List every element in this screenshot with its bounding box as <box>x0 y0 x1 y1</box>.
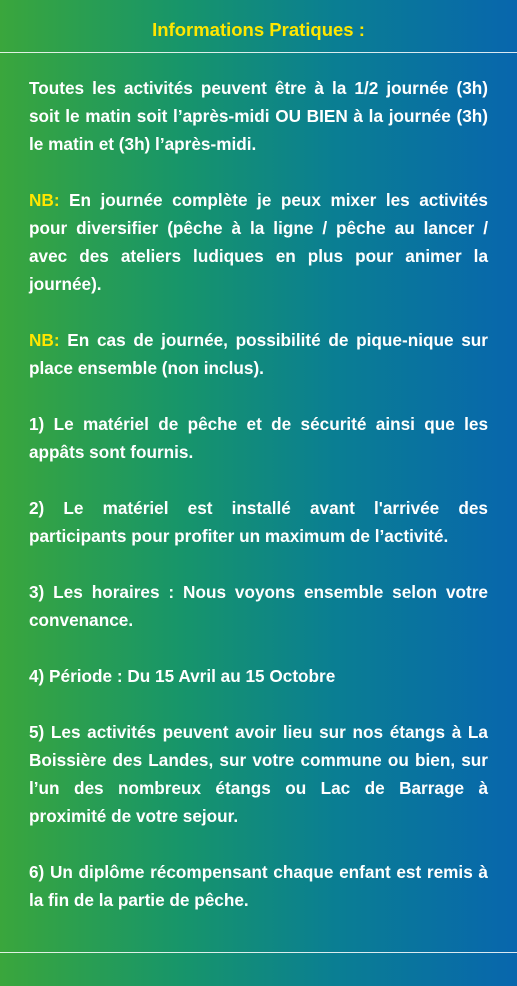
list-item-3: 3) Les horaires : Nous voyons ensemble selon votre convenance. <box>29 582 488 630</box>
nb-label-1: NB: <box>29 190 60 210</box>
nb-paragraph-1 <box>29 186 488 298</box>
nb-paragraph-2 <box>29 326 488 382</box>
panel-title: Informations Pratiques : <box>152 19 365 40</box>
top-divider <box>0 52 517 53</box>
nb-text-1: En journée complète je peux mixer les activités pour diversifier (pêche à la ligne / pêche au lancer / avec des ateliers ludiques en plus pour animer la journée). <box>29 190 488 294</box>
info-content <box>29 74 488 942</box>
list-item-6: 6) Un diplôme récompensant chaque enfant est remis à la fin de la partie de pêche. <box>29 862 488 910</box>
list-item-4: 4) Période : Du 15 Avril au 15 Octobre <box>29 666 336 686</box>
list-item-2: 2) Le matériel est installé avant l'arrivée des participants pour profiter un maximum de l’activité. <box>29 498 488 546</box>
intro-paragraph: Toutes les activités peuvent être à la 1/2 journée (3h) soit le matin soit l’après-midi OU BIEN à la journée (3h) le matin et (3h) l’après-midi. <box>29 78 488 154</box>
bottom-divider <box>0 952 517 953</box>
list-item-5: 5) Les activités peuvent avoir lieu sur nos étangs à La Boissière des Landes, sur votre commune ou bien, sur l’un des nombreux étangs ou Lac de Barrage à proximité de votre sejour. <box>29 722 488 826</box>
list-item-1: 1) Le matériel de pêche et de sécurité ainsi que les appâts sont fournis. <box>29 414 488 462</box>
nb-text-2: En cas de journée, possibilité de pique-nique sur place ensemble (non inclus). <box>29 330 488 378</box>
nb-label-2: NB: <box>29 330 60 350</box>
